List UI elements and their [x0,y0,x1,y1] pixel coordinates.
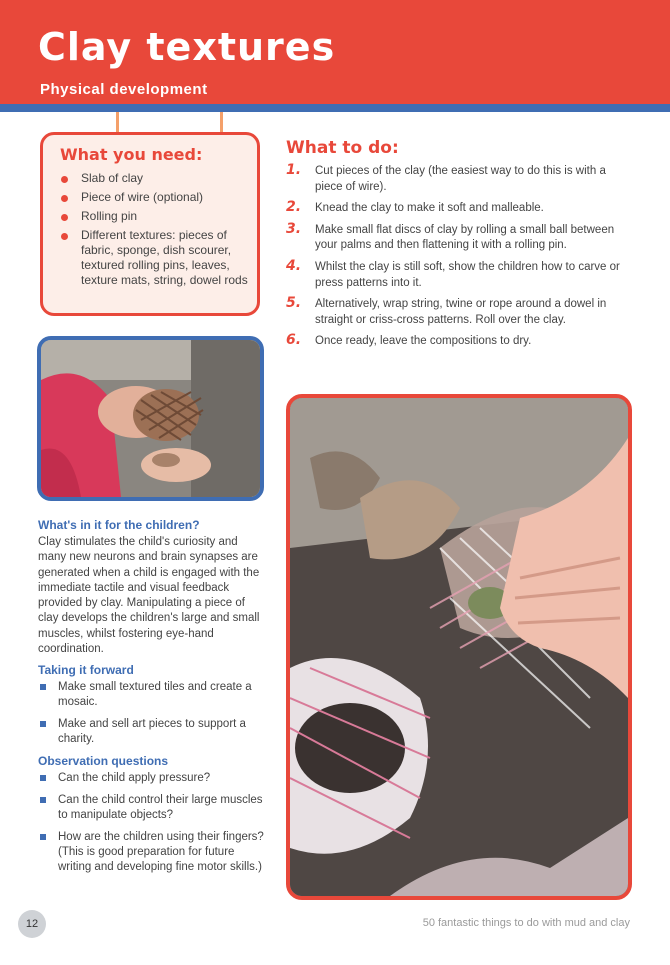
list-item: Make and sell art pieces to support a charity. [38,717,268,747]
step-number: 2. [286,199,302,216]
step-item [286,257,631,291]
list-item: Piece of wire (optional) [61,190,256,205]
observation-heading: Observation questions [38,754,169,769]
step-text: Once ready, leave the compositions to dry. [315,335,532,348]
what-you-need-box [40,132,260,316]
step-number: 5. [286,295,302,312]
clay-hands-photo [37,336,264,501]
list-item: Can the child apply pressure? [38,771,268,786]
list-item: How are the children using their fingers? (This is good preparation for future writing and developing fine motor skills.) [38,830,268,875]
step-number: 3. [286,220,302,237]
list-item: Rolling pin [61,209,256,224]
step-number: 1. [286,162,302,178]
children-body: Clay stimulates the child's curiosity and many new neurons and brain synapses are generated when a child is engaged with the immediate tactile and visual feedback provided by clay. Manipulating a piece of clay develops the children's large and small muscles, whilst fostering eye-hand coordination. [38,536,260,656]
step-item [286,201,631,217]
list-item: Different textures: pieces of fabric, sponge, dish scourer, textured rolling pins, leaves, texture mats, string, dowel rods [61,228,256,288]
footer-book-title: 50 fantastic things to do with mud and clay [422,917,630,929]
list-item: Slab of clay [61,171,256,186]
step-text: Whilst the clay is still soft, show the children how to carve or press patterns into it. [315,260,620,289]
what-you-need-list [61,171,256,292]
step-text: Knead the clay to make it soft and malleable. [315,202,544,215]
clay-mesh-image [290,398,628,896]
step-text: Alternatively, wrap string, twine or rope around a dowel in straight or criss-cross patterns. Roll over the clay. [315,298,607,326]
steps-list [286,164,631,356]
clay-hands-image [41,340,260,497]
step-item [286,334,631,350]
page-title: Clay textures [38,25,336,69]
step-number: 6. [286,332,302,349]
page-number: 12 [18,910,46,938]
step-number: 4. [286,257,302,274]
what-to-do-title: What to do: [286,138,399,158]
box-hanger-left [116,112,119,134]
step-item [286,220,631,254]
box-hanger-right [220,112,223,134]
header-stripe [0,104,670,112]
page-subtitle: Physical development [40,81,208,98]
list-item: Can the child control their large muscles to manipulate objects? [38,793,268,823]
observation-list [38,771,268,875]
step-item [286,164,631,195]
step-text: Make small flat discs of clay by rolling a small ball between your palms and then flattening it with a rolling pin. [315,223,615,252]
forward-list [38,680,268,747]
step-text: Cut pieces of the clay (the easiest way to do this is with a piece of wire). [315,165,606,193]
step-item [286,297,631,328]
list-item: Make small textured tiles and create a mosaic. [38,680,268,710]
left-column-text [38,518,268,882]
clay-mesh-photo [286,394,632,900]
what-you-need-title: What you need: [60,145,203,164]
forward-heading: Taking it forward [38,663,134,678]
children-heading: What's in it for the children? [38,518,200,532]
